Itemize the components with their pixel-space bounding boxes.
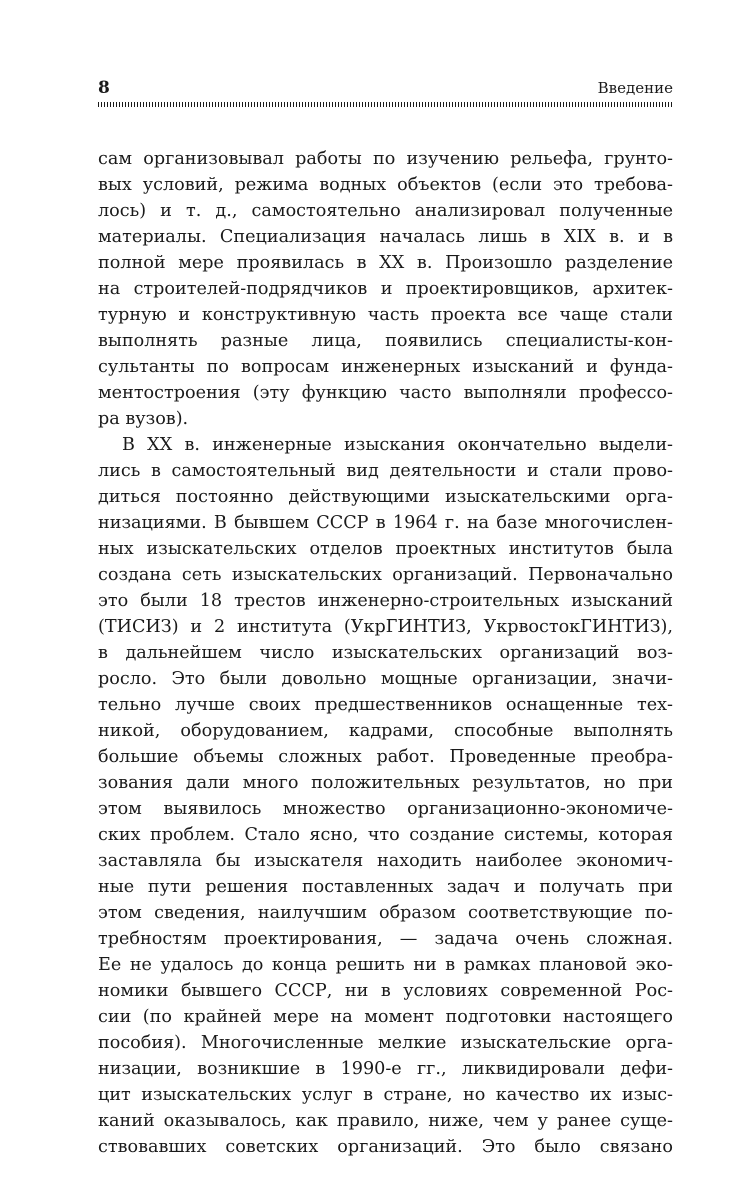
text-line: пособия). Многочисленные мелкие изыскательские орга- [98, 1033, 673, 1053]
running-header [98, 78, 673, 100]
text-line: большие объемы сложных работ. Проведенные преобра- [98, 747, 673, 767]
text-line: материалы. Специализация началась лишь в XIX в. и в [98, 227, 673, 247]
text-line: низациями. В бывшем СССР в 1964 г. на базе многочислен- [98, 513, 673, 533]
section-title: Введение [597, 79, 673, 97]
text-line: ских проблем. Стало ясно, что создание системы, которая [98, 825, 673, 845]
text-line: никой, оборудованием, кадрами, способные выполнять [98, 721, 673, 741]
text-line: выполнять разные лица, появились специалисты-кон- [98, 331, 673, 351]
text-line: (ТИСИЗ) и 2 института (УкрГИНТИЗ, УкрвостокГИНТИЗ), [98, 617, 673, 637]
text-line: на строителей-подрядчиков и проектировщиков, архитек- [98, 279, 673, 299]
text-line: цит изыскательских услуг в стране, но качество их изыс- [98, 1085, 673, 1105]
text-line: турную и конструктивную часть проекта все чаще стали [98, 305, 673, 325]
text-line: сии (по крайней мере на момент подготовки настоящего [98, 1007, 673, 1027]
body-text [98, 146, 673, 1160]
text-line: номики бывшего СССР, ни в условиях современной Рос- [98, 981, 673, 1001]
text-line: лись в самостоятельный вид деятельности и стали прово- [98, 461, 673, 481]
paragraph-first-line: В XX в. инженерные изыскания окончательно выдели- [122, 435, 673, 455]
text-line: этом выявилось множество организационно-экономиче- [98, 799, 673, 819]
text-line: сультанты по вопросам инженерных изысканий и фунда- [98, 357, 673, 377]
text-line: ных изыскательских отделов проектных институтов была [98, 539, 673, 559]
text-line: ментостроения (эту функцию часто выполняли профессо- [98, 383, 673, 403]
page-number: 8 [98, 78, 110, 98]
text-line: в дальнейшем число изыскательских организаций воз- [98, 643, 673, 663]
paragraph-end-line: ра вузов). [98, 409, 189, 429]
text-line: сам организовывал работы по изучению рельефа, грунто- [98, 149, 673, 169]
text-line: диться постоянно действующими изыскательскими орга- [98, 487, 673, 507]
text-line: тельно лучше своих предшественников оснащенные тех- [98, 695, 673, 715]
text-line: требностям проектирования, — задача очень сложная. [98, 929, 673, 949]
text-line: росло. Это были довольно мощные организации, значи- [98, 669, 673, 689]
text-line: вых условий, режима водных объектов (если это требова- [98, 175, 673, 195]
text-line: Ее не удалось до конца решить ни в рамках плановой эко- [98, 955, 673, 975]
text-line: создана сеть изыскательских организаций. Первоначально [98, 565, 673, 585]
text-line: ные пути решения поставленных задач и получать при [98, 877, 673, 897]
text-line: этом сведения, наилучшим образом соответствующие по- [98, 903, 673, 923]
book-page [98, 0, 673, 1182]
text-line: лось) и т. д., самостоятельно анализировал полученные [98, 201, 673, 221]
header-rule [98, 102, 673, 107]
text-line: это были 18 трестов инженерно-строительных изысканий [98, 591, 673, 611]
text-line: ствовавших советских организаций. Это было связано [98, 1137, 673, 1157]
text-line: зования дали много положительных результатов, но при [98, 773, 673, 793]
text-line: заставляла бы изыскателя находить наиболее экономич- [98, 851, 673, 871]
text-line: полной мере проявилась в XX в. Произошло разделение [98, 253, 673, 273]
text-line: каний оказывалось, как правило, ниже, чем у ранее суще- [98, 1111, 673, 1131]
text-line: низации, возникшие в 1990-е гг., ликвидировали дефи- [98, 1059, 673, 1079]
